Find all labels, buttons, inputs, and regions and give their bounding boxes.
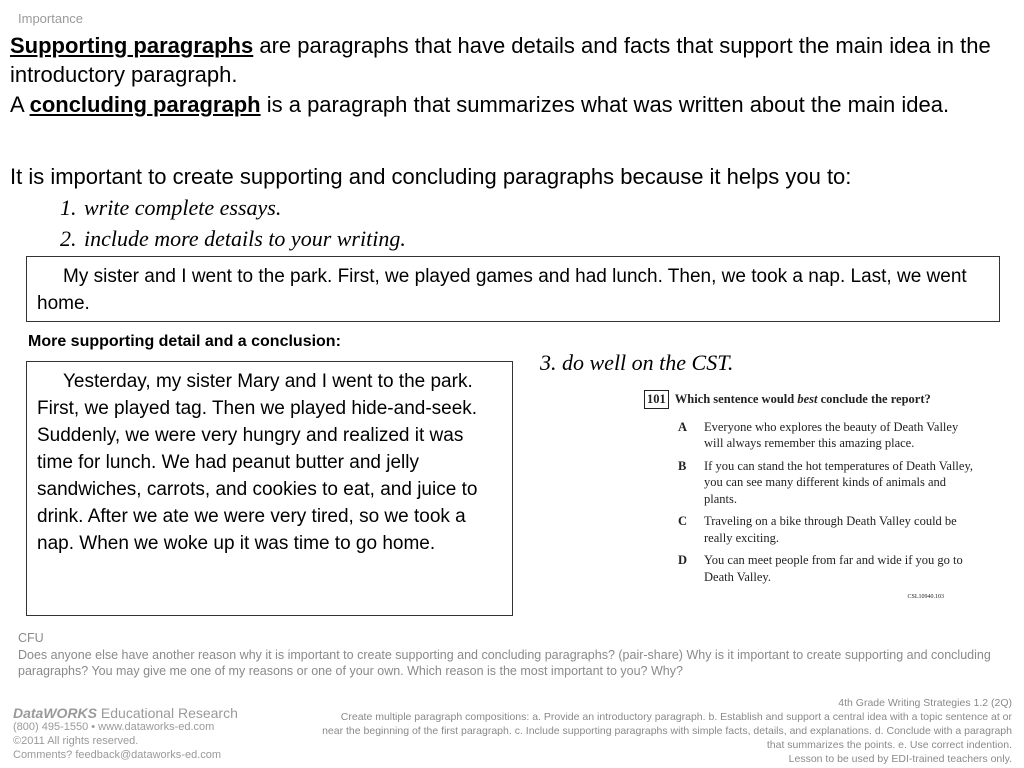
definition-concluding-prefix: A	[10, 92, 30, 117]
question-number: 101	[644, 390, 669, 409]
test-question	[644, 390, 974, 409]
footer-standard: 4th Grade Writing Strategies 1.2 (2Q)	[838, 697, 1012, 709]
footer-right	[322, 696, 1012, 766]
cfu-label: CFU	[18, 631, 44, 645]
footer-copyright: ©2011 All rights reserved.	[13, 735, 139, 747]
answer-option-a: A Everyone who explores the beauty of Death Valley will always remember this amazing place.	[678, 419, 959, 450]
term-supporting-paragraphs: Supporting paragraphs	[10, 33, 254, 58]
question-text: Which sentence would best conclude the report?	[674, 392, 931, 406]
footer-comments: Comments? feedback@dataworks-ed.com	[13, 749, 222, 761]
footer-description: Create multiple paragraph compositions: a. Provide an introductory paragraph. b. Establish and support a central idea with a topic sentence at or near the beginning of the first paragraph. c. Include supporting paragraphs with simple facts, details, and explanations. d. Conclude with a paragraph that summarizes the points. e. Use correct indention.	[322, 711, 1012, 751]
example-short-text: My sister and I went to the park. First, we played games and had lunch. Then, we took a nap. Last, we went home.	[37, 266, 967, 314]
definition-concluding	[10, 90, 1010, 119]
test-item	[644, 390, 974, 606]
test-item-code: CSL10940.103	[907, 594, 944, 600]
reason-1-number: 1.	[60, 195, 77, 220]
definition-concluding-text: is a paragraph that summarizes what was written about the main idea.	[260, 92, 950, 117]
example-short-box	[26, 256, 1000, 322]
footer-phone: (800) 495-1550 • www.dataworks-ed.com	[13, 721, 215, 733]
answer-option-b: B If you can stand the hot temperatures of Death Valley, you can see many different kinds of animals and plants.	[678, 458, 974, 506]
importance-intro: It is important to create supporting and concluding paragraphs because it helps you to:	[10, 164, 852, 189]
footer-usage: Lesson to be used by EDI-trained teachers only.	[788, 753, 1012, 765]
section-label: Importance	[18, 11, 84, 26]
reason-2	[60, 226, 406, 252]
definition-supporting-text: are paragraphs that have details and facts that support the main idea in the introductory paragraph.	[10, 33, 991, 87]
reason-1	[60, 195, 281, 221]
answer-option-c: C Traveling on a bike through Death Valley could be really exciting.	[678, 514, 957, 545]
example-long-text: Yesterday, my sister Mary and I went to the park. First, we played tag. Then we played hide-and-seek. Suddenly, we were very hungry and realized it was time for lunch. We had peanut butter and jelly sandwiches, carrots, and cookies to eat, and juice to drink. After we ate we were very tired, so we took a nap. When we woke up it was time to go home.	[37, 371, 478, 554]
example-long-box	[26, 361, 513, 616]
reason-2-number: 2.	[60, 226, 77, 251]
dataworks-logo: DataWORKS Educational Research	[13, 705, 238, 721]
reason-3: 3. do well on the CST.	[540, 350, 734, 375]
question-emphasis: best	[797, 392, 818, 406]
reason-2-text: include more details to your writing.	[84, 226, 406, 251]
cfu-section	[18, 630, 1014, 680]
cfu-text: Does anyone else have another reason why it is important to create supporting and concluding paragraphs? (pair-share) Why is it important to create supporting and concluding paragraphs? You may give me one of my reasons or one of your own. Which reason is the most important to you? Why?	[18, 647, 991, 678]
answer-option-d: D You can meet people from far and wide if you go to Death Valley.	[678, 553, 963, 584]
footer-left	[13, 706, 238, 762]
reason-1-text: write complete essays.	[84, 195, 282, 220]
example-heading: More supporting detail and a conclusion:	[28, 333, 341, 350]
definition-supporting	[10, 31, 1010, 89]
term-concluding-paragraph: concluding paragraph	[29, 92, 261, 117]
